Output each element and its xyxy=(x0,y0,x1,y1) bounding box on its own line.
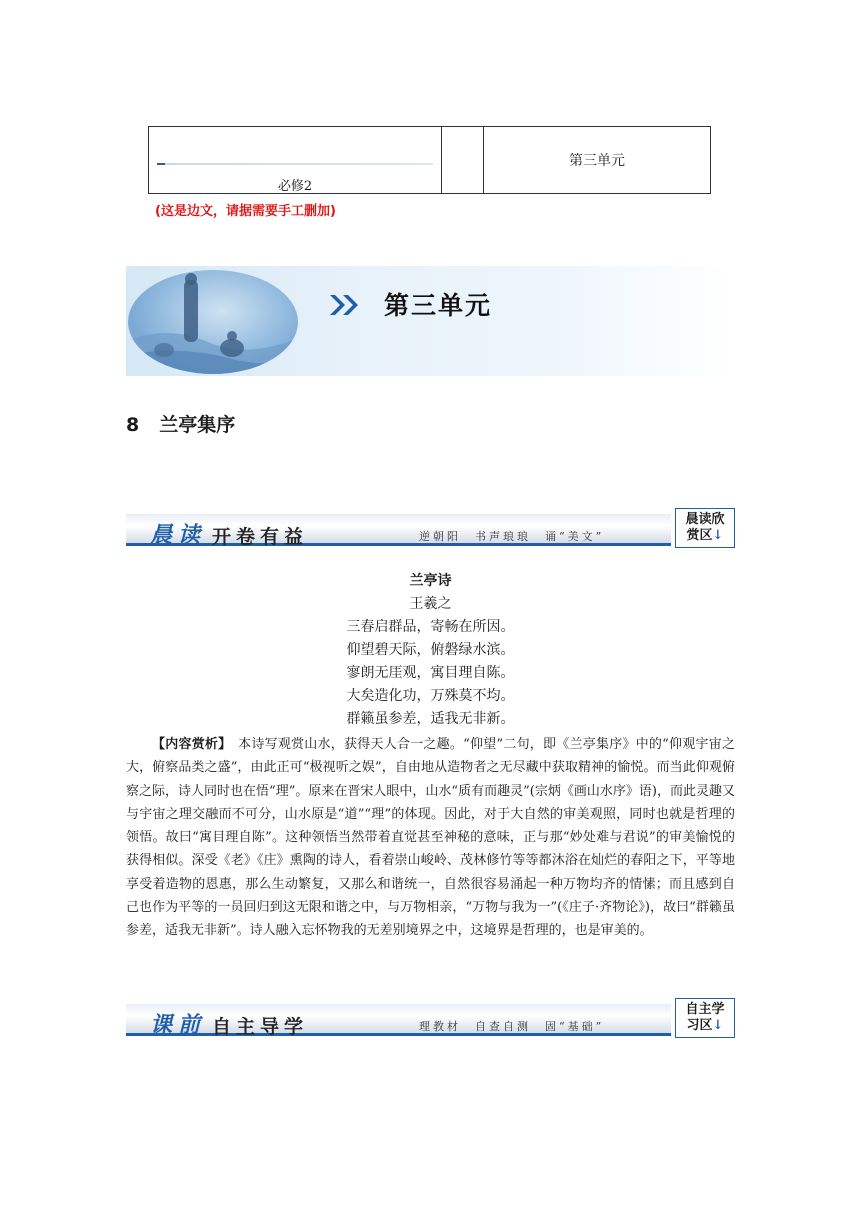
header-gap-cell xyxy=(442,127,484,193)
badge-line-1: 自主学 xyxy=(685,1002,725,1017)
section-strip xyxy=(126,1004,671,1036)
badge-line-2: 习区 xyxy=(686,1018,713,1033)
lesson-number: 8 xyxy=(126,414,140,436)
header-left-cell xyxy=(149,127,442,193)
unit-title: 第三单元 xyxy=(384,291,493,320)
section-badge xyxy=(675,508,735,548)
header-left-label: 必修2 xyxy=(277,179,313,194)
header-table xyxy=(148,126,711,194)
header-rule xyxy=(157,163,433,165)
header-right-cell xyxy=(484,127,710,193)
header-right-label: 第三单元 xyxy=(569,153,625,169)
section-mid-label: 开卷有益 xyxy=(212,526,309,548)
unit-banner xyxy=(126,266,735,376)
badge-line-2: 赏区 xyxy=(686,528,713,543)
down-arrow-icon: ↓ xyxy=(712,1018,724,1033)
poem-line: 群籁虽参差，适我无非新。 xyxy=(346,711,515,727)
poem-author: 王羲之 xyxy=(409,596,452,612)
analysis-paragraph xyxy=(126,733,735,943)
poem xyxy=(126,570,735,731)
section-mid-label: 自主导学 xyxy=(212,1016,309,1038)
poem-line: 大矣造化功，万殊莫不均。 xyxy=(346,688,515,704)
section-subtitle: 逆朝阳 书声琅琅 诵“美文” xyxy=(419,530,605,543)
analysis-text: 本诗写观赏山水，获得天人合一之趣。“仰望”二句，即《兰亭集序》中的“仰观宇宙之大，俯察品类之盛”，由此正可“极视听之娱”，自由地从造物者之无尽藏中获取精神的愉悦。而当此仰观俯察之际，诗人同时也在悟“理”。原来在晋宋人眼中，山水“质有而趣灵”(宗炳《画山水序》语)，而此灵趣又与宇宙之理交融而不可分，山水原是“道”“理”的体现。因此，对于大自然的审美观照，同时也就是哲理的领悟。故曰“寓目理自陈”。这种领悟当然带着直觉甚至神秘的意味，正与那“妙处难与君说”的审美愉悦的获得相似。深受《老》《庄》熏陶的诗人，看着崇山峻岭、茂林修竹等等都沐浴在灿烂的春阳之下，平等地享受着造物的恩惠，那么生动繁复，又那么和谐统一，自然很容易涌起一种万物均齐的情愫；而且感到自己也作为平等的一员回归到这无限和谐之中，与万物相亲，“万物与我为一”(《庄子·齐物论》)，故曰“群籁虽参差，适我无非新”。诗人融入忘怀物我的无差别境界之中，这境界是哲理的，也是审美的。 xyxy=(126,737,735,939)
margin-note: (这是边文，请据需要手工删加) xyxy=(155,204,336,219)
double-chevron-icon xyxy=(328,292,362,318)
section-big-label: 晨读 xyxy=(150,522,207,548)
section-subtitle: 理教材 自查自测 固“基础” xyxy=(419,1020,605,1033)
section-bar-morning xyxy=(126,508,735,548)
analysis-label: 【内容赏析】 xyxy=(152,737,225,752)
section-bar-prestudy xyxy=(126,998,735,1038)
section-strip xyxy=(126,514,671,546)
section-badge xyxy=(675,998,735,1038)
poem-line: 仰望碧天际，俯磐绿水滨。 xyxy=(346,642,515,658)
section-big-label: 课前 xyxy=(150,1012,207,1038)
poem-line: 寥朗无厓观，寓目理自陈。 xyxy=(346,665,515,681)
lesson-title: 兰亭集序 xyxy=(159,414,236,436)
lesson-heading xyxy=(126,410,235,437)
banner-figure-image xyxy=(128,270,298,374)
poem-line: 三春启群品，寄畅在所因。 xyxy=(346,619,515,635)
poem-title: 兰亭诗 xyxy=(409,573,452,589)
badge-line-1: 晨读欣 xyxy=(685,512,725,527)
down-arrow-icon: ↓ xyxy=(712,528,724,543)
